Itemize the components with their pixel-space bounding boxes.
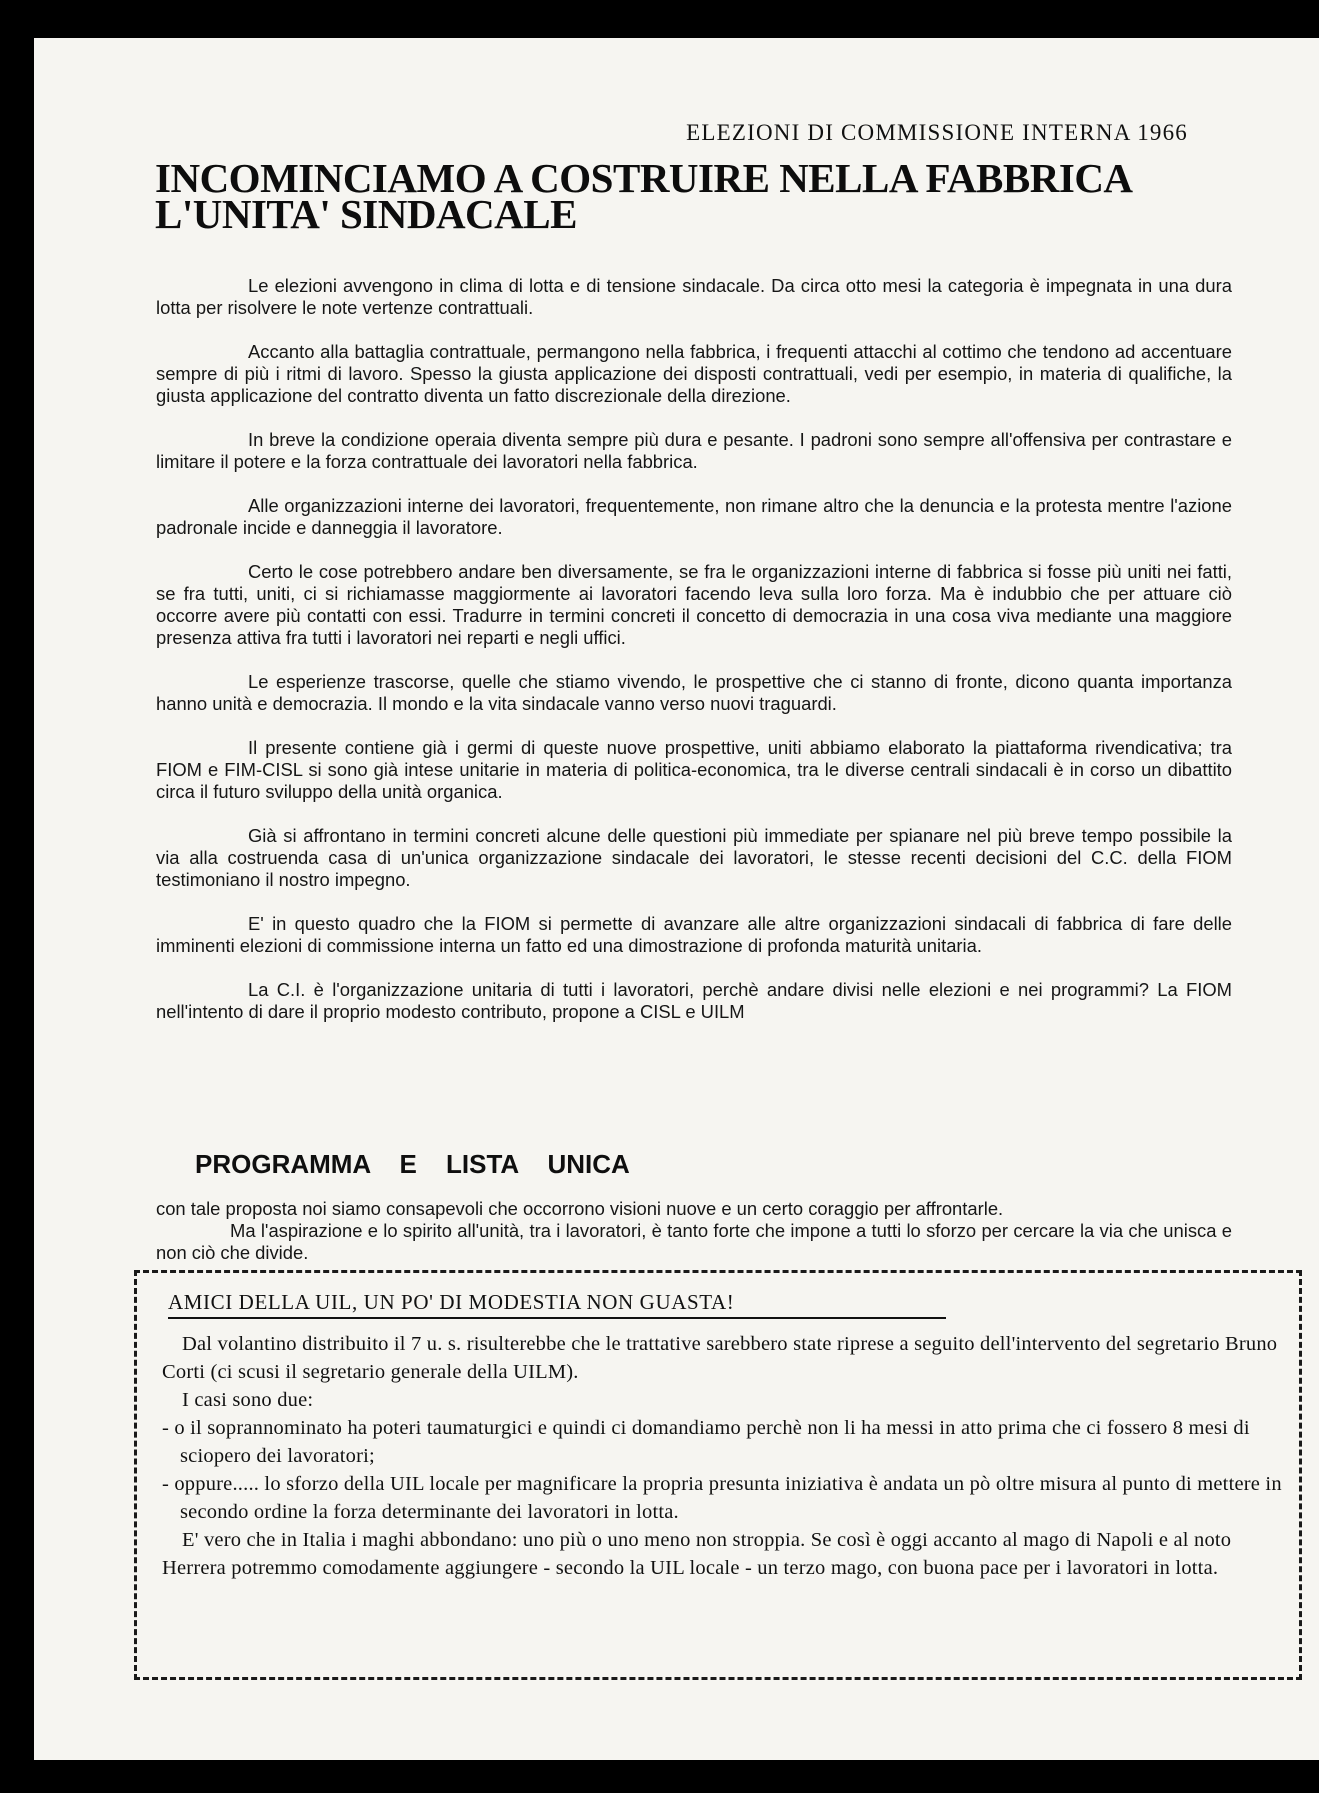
closing-line-1: con tale proposta noi siamo consapevoli che occorrono visioni nuove e un certo coraggio per affrontarle. bbox=[156, 1198, 1004, 1219]
election-kicker: ELEZIONI DI COMMISSIONE INTERNA 1966 bbox=[686, 120, 1188, 145]
box-body bbox=[162, 1330, 1282, 1582]
box-item-1: - o il soprannominato ha poteri taumaturgici e quindi ci domandiamo perchè non li ha messi in atto prima che ci fossero 8 mesi di sciopero dei lavoratori; bbox=[162, 1417, 1250, 1467]
paragraph-1: Le elezioni avvengono in clima di lotta e di tensione sindacale. Da circa otto mesi la categoria è impegnata in una dura lotta per risolvere le note vertenze contrattuali. bbox=[156, 275, 1232, 318]
box-paragraph-1: Dal volantino distribuito il 7 u. s. risulterebbe che le trattative sarebbero state riprese a seguito dell'intervento del segretario Bruno Corti (ci scusi il segretario generale della UILM). bbox=[162, 1333, 1278, 1383]
box-paragraph-3: E' vero che in Italia i maghi abbondano: uno più o uno meno non stroppia. Se così è oggi accanto al mago di Napoli e al noto Herrera potremmo comodamente aggiungere - secondo la UIL locale - un terzo mago, con buona pace per i lavoratori in lotta. bbox=[162, 1529, 1232, 1579]
paragraph-8: Già si affrontano in termini concreti alcune delle questioni più immediate per spianare nel più breve tempo possibile la via alla costruenda casa di un'unica organizzazione sindacale dei lavoratori, le stesse recenti decisioni del C.C. della FIOM testimoniano il nostro impegno. bbox=[156, 825, 1232, 890]
box-paragraph-2: I casi sono due: bbox=[182, 1389, 314, 1411]
paragraph-10: La C.I. è l'organizzazione unitaria di tutti i lavoratori, perchè andare divisi nelle elezioni e nei programmi? La FIOM nell'intento di dare il proprio modesto contributo, propone a CISL e UILM bbox=[156, 979, 1232, 1022]
box-title: AMICI DELLA UIL, UN PO' DI MODESTIA NON GUASTA! bbox=[168, 1290, 946, 1319]
title-line-1: INCOMINCIAMO A COSTRUIRE NELLA FABBRICA bbox=[155, 155, 1133, 201]
paragraph-6: Le esperienze trascorse, quelle che stiamo vivendo, le prospettive che ci stanno di fronte, dicono quanta importanza hanno unità e democrazia. Il mondo e la vita sindacale vanno verso nuovi traguardi. bbox=[156, 671, 1232, 714]
title-line-2: L'UNITA' SINDACALE bbox=[155, 191, 577, 237]
paragraph-2: Accanto alla battaglia contrattuale, permangono nella fabbrica, i frequenti attacchi al cottimo che tendono ad accentuare sempre di più i ritmi di lavoro. Spesso la giusta applicazione dei disposti contrattuali, vedi per esempio, in materia di qualifiche, la giusta applicazione del contratto diventa un fatto discrezionale della direzione. bbox=[156, 341, 1232, 406]
paragraph-7: Il presente contiene già i germi di queste nuove prospettive, uniti abbiamo elaborato la piattaforma rivendicativa; tra FIOM e FIM-CISL si sono già intese unitarie in materia di politica-economica, tra le diverse centrali sindacali è in corso un dibattito circa il futuro sviluppo della unità organica. bbox=[156, 737, 1232, 802]
closing-text bbox=[156, 1198, 1232, 1264]
paragraph-9: E' in questo quadro che la FIOM si permette di avanzare alle altre organizzazioni sindacali di fabbrica di fare delle imminenti elezioni di commissione interna un fatto ed una dimostrazione di profonda maturità unitaria. bbox=[156, 913, 1232, 956]
paragraph-3: In breve la condizione operaia diventa sempre più dura e pesante. I padroni sono sempre all'offensiva per contrastare e limitare il potere e la forza contrattuale dei lavoratori nella fabbrica. bbox=[156, 429, 1232, 472]
box-item-2: - oppure..... lo sforzo della UIL locale per magnificare la propria presunta iniziativa è andata un pò oltre misura al punto di mettere in secondo ordine la forza determinante dei lavoratori in lotta. bbox=[162, 1473, 1282, 1523]
program-subhead: PROGRAMMA E LISTA UNICA bbox=[195, 1149, 630, 1179]
article-body bbox=[156, 275, 1232, 1023]
closing-line-2: Ma l'aspirazione e lo spirito all'unità, tra i lavoratori, è tanto forte che impone a tutti lo sforzo per cercare la via che unisca e non ciò che divide. bbox=[156, 1220, 1232, 1263]
paragraph-5: Certo le cose potrebbero andare ben diversamente, se fra le organizzazioni interne di fabbrica si fosse più uniti nei fatti, se fra tutti, uniti, ci si richiamasse maggiormente ai lavoratori facendo leva sulla loro forza. Ma è indubbio che per attuare ciò occorre avere più contatti con essi. Tradurre in termini concreti il concetto di democrazia in una cosa viva mediante una maggiore presenza attiva fra tutti i lavoratori nei reparti e negli uffici. bbox=[156, 561, 1232, 648]
page-title bbox=[155, 155, 1155, 237]
paragraph-4: Alle organizzazioni interne dei lavoratori, frequentemente, non rimane altro che la denuncia e la protesta mentre l'azione padronale incide e danneggia il lavoratore. bbox=[156, 495, 1232, 538]
